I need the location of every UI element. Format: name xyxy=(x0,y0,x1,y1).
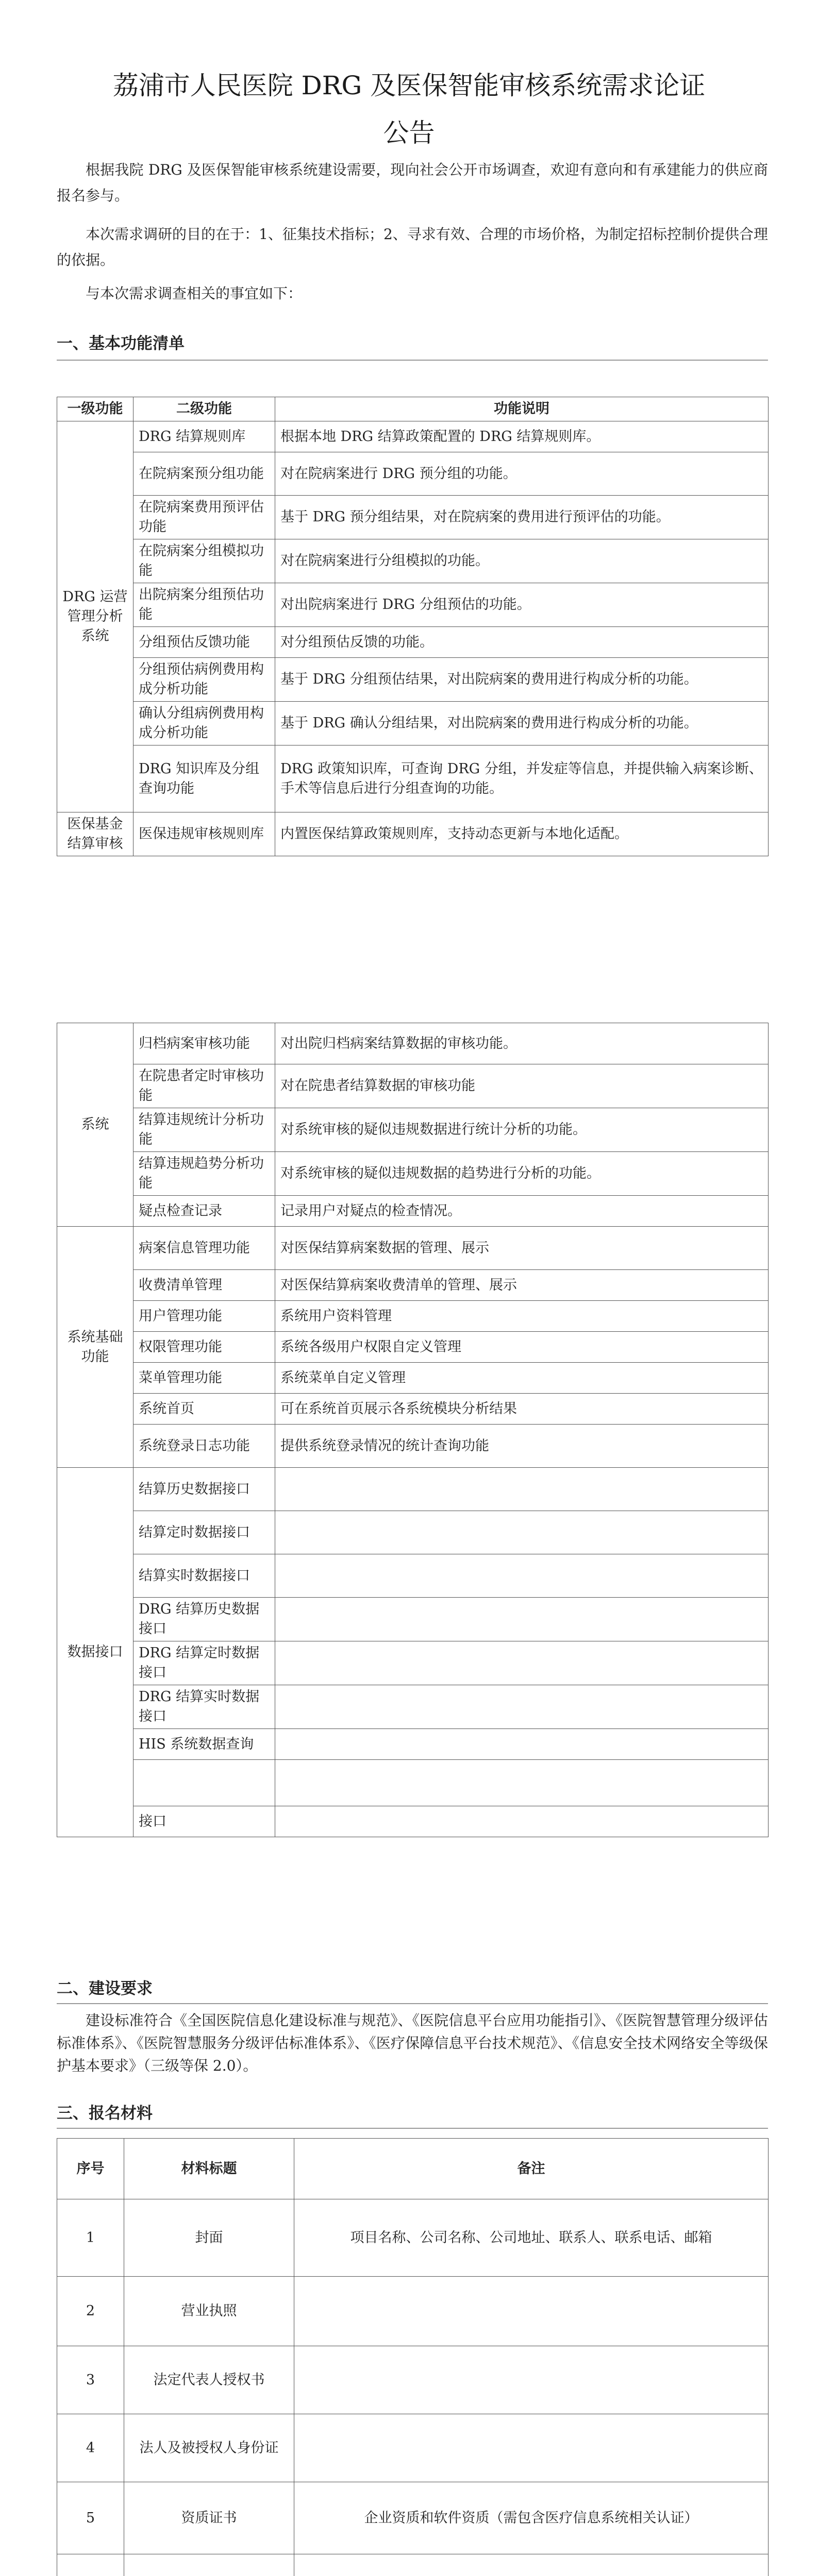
function-name-cell: 在院病案费用预评估功能 xyxy=(133,496,275,539)
title-line-1: 荔浦市人民医院 DRG 及医保智能审核系统需求论证 xyxy=(112,71,706,100)
material-title-cell: 法定代表人授权书 xyxy=(124,2346,294,2414)
material-no-cell: 4 xyxy=(57,2414,124,2482)
table-row xyxy=(57,1332,769,1363)
material-title-cell: 资质证书 xyxy=(124,2482,294,2554)
function-name-cell: HIS 系统数据查询 xyxy=(133,1729,275,1760)
function-desc-cell: 对医保结算病案数据的管理、展示 xyxy=(275,1227,769,1270)
group-name-cell: 系统 xyxy=(57,1023,133,1227)
intro-paragraph-3: 与本次需求调查相关的事宜如下： xyxy=(86,285,303,302)
function-name-cell: 在院病案分组模拟功能 xyxy=(133,539,275,583)
col-header-remark: 备注 xyxy=(294,2139,769,2199)
function-desc-cell xyxy=(275,1685,769,1729)
table-row xyxy=(57,1301,769,1332)
section-1-divider xyxy=(57,360,768,361)
material-remark-cell xyxy=(294,2277,769,2346)
table-row xyxy=(57,496,769,539)
material-remark-cell: 企业资质和软件资质（需包含医疗信息系统相关认证） xyxy=(294,2482,769,2554)
material-no-cell: 3 xyxy=(57,2346,124,2414)
function-desc-cell xyxy=(275,1729,769,1760)
table-row xyxy=(57,702,769,745)
function-desc-cell: 基于 DRG 分组预估结果，对出院病案的费用进行构成分析的功能。 xyxy=(275,658,769,702)
table-row xyxy=(57,1023,769,1064)
table-header-row xyxy=(57,2139,769,2199)
table-row xyxy=(57,2554,769,2576)
function-desc-cell: 基于 DRG 确认分组结果，对出院病案的费用进行构成分析的功能。 xyxy=(275,702,769,745)
page-title xyxy=(103,62,715,157)
material-title-cell: 营业执照 xyxy=(124,2277,294,2346)
table-row xyxy=(57,1806,769,1837)
function-name-cell: DRG 结算规则库 xyxy=(133,421,275,452)
function-desc-cell: 对医保结算病案收费清单的管理、展示 xyxy=(275,1270,769,1301)
col-header-no: 序号 xyxy=(57,2139,124,2199)
title-line-2: 公告 xyxy=(383,118,435,148)
table-row xyxy=(57,421,769,452)
material-no-cell: 5 xyxy=(57,2482,124,2554)
function-name-cell: DRG 结算历史数据接口 xyxy=(133,1598,275,1641)
function-name-cell xyxy=(133,1760,275,1806)
table-row xyxy=(57,1729,769,1760)
function-name-cell: 系统首页 xyxy=(133,1394,275,1425)
function-desc-cell: 内置医保结算政策规则库，支持动态更新与本地化适配。 xyxy=(275,812,769,856)
function-desc-cell xyxy=(275,1554,769,1598)
material-title-cell: 封面 xyxy=(124,2199,294,2277)
function-desc-cell xyxy=(275,1760,769,1806)
col-header-desc: 功能说明 xyxy=(275,397,769,421)
table-row xyxy=(57,745,769,812)
intro-paragraph-1: 根据我院 DRG 及医保智能审核系统建设需要，现向社会公开市场调查，欢迎有意向和有承建能力的供应商报名参与。 xyxy=(57,161,768,204)
table-row xyxy=(57,583,769,627)
table-row xyxy=(57,452,769,496)
materials-table xyxy=(57,2138,769,2576)
function-desc-cell: 系统菜单自定义管理 xyxy=(275,1363,769,1394)
function-name-cell: 分组预估反馈功能 xyxy=(133,627,275,658)
function-desc-cell: 对在院病案进行分组模拟的功能。 xyxy=(275,539,769,583)
table-row xyxy=(57,1064,769,1108)
function-name-cell: 疑点检查记录 xyxy=(133,1196,275,1227)
material-remark-cell xyxy=(294,2346,769,2414)
table-row xyxy=(57,1108,769,1152)
material-no-cell xyxy=(57,2554,124,2576)
group-name-cell: 系统基础功能 xyxy=(57,1227,133,1468)
function-desc-cell: 提供系统登录情况的统计查询功能 xyxy=(275,1425,769,1468)
function-name-cell: 结算定时数据接口 xyxy=(133,1511,275,1554)
function-desc-cell: 对出院病案进行 DRG 分组预估的功能。 xyxy=(275,583,769,627)
table-row xyxy=(57,812,769,856)
section-2-heading: 二、建设要求 xyxy=(57,1979,153,1998)
col-header-level1: 一级功能 xyxy=(57,397,133,421)
table-row xyxy=(57,1363,769,1394)
section-3-divider xyxy=(57,2128,768,2129)
material-title-cell: 法人及被授权人身份证 xyxy=(124,2414,294,2482)
group-name-cell: 医保基金结算审核 xyxy=(57,812,133,856)
function-name-cell: 病案信息管理功能 xyxy=(133,1227,275,1270)
function-desc-cell: 对分组预估反馈的功能。 xyxy=(275,627,769,658)
function-desc-cell xyxy=(275,1806,769,1837)
function-desc-cell: 对系统审核的疑似违规数据进行统计分析的功能。 xyxy=(275,1108,769,1152)
table-row xyxy=(57,1598,769,1641)
function-name-cell: 出院病案分组预估功能 xyxy=(133,583,275,627)
table-row xyxy=(57,1554,769,1598)
table-row xyxy=(57,2414,769,2482)
table-row xyxy=(57,1227,769,1270)
function-desc-cell: DRG 政策知识库，可查询 DRG 分组，并发症等信息，并提供输入病案诊断、手术等信息后进行分组查询的功能。 xyxy=(275,745,769,812)
col-header-level2: 二级功能 xyxy=(133,397,275,421)
table-row xyxy=(57,658,769,702)
table-row xyxy=(57,1152,769,1196)
function-desc-cell: 系统用户资料管理 xyxy=(275,1301,769,1332)
table-row xyxy=(57,1270,769,1301)
function-desc-cell xyxy=(275,1641,769,1685)
material-title-cell xyxy=(124,2554,294,2576)
function-desc-cell: 根据本地 DRG 结算政策配置的 DRG 结算规则库。 xyxy=(275,421,769,452)
table-row xyxy=(57,1394,769,1425)
function-name-cell: 系统登录日志功能 xyxy=(133,1425,275,1468)
function-desc-cell: 对在院病案进行 DRG 预分组的功能。 xyxy=(275,452,769,496)
function-name-cell: 确认分组病例费用构成分析功能 xyxy=(133,702,275,745)
function-desc-cell: 可在系统首页展示各系统模块分析结果 xyxy=(275,1394,769,1425)
function-name-cell: 用户管理功能 xyxy=(133,1301,275,1332)
table-header-row xyxy=(57,397,769,421)
function-name-cell: 菜单管理功能 xyxy=(133,1363,275,1394)
function-name-cell: 收费清单管理 xyxy=(133,1270,275,1301)
function-name-cell: 接口 xyxy=(133,1806,275,1837)
function-desc-cell: 对在院患者结算数据的审核功能 xyxy=(275,1064,769,1108)
group-name-cell: DRG 运营管理分析系统 xyxy=(57,421,133,812)
function-desc-cell: 基于 DRG 预分组结果，对在院病案的费用进行预评估的功能。 xyxy=(275,496,769,539)
function-desc-cell xyxy=(275,1468,769,1511)
material-no-cell: 2 xyxy=(57,2277,124,2346)
function-name-cell: DRG 知识库及分组查询功能 xyxy=(133,745,275,812)
function-desc-cell xyxy=(275,1511,769,1554)
material-remark-cell: 项目名称、公司名称、公司地址、联系人、联系电话、邮箱 xyxy=(294,2199,769,2277)
section-1-heading: 一、基本功能清单 xyxy=(57,334,185,353)
function-name-cell: 结算违规统计分析功能 xyxy=(133,1108,275,1152)
table-row xyxy=(57,539,769,583)
function-table-1 xyxy=(57,397,769,856)
function-name-cell: 在院患者定时审核功能 xyxy=(133,1064,275,1108)
table-row xyxy=(57,1196,769,1227)
function-name-cell: 分组预估病例费用构成分析功能 xyxy=(133,658,275,702)
function-table-2 xyxy=(57,1023,769,1837)
function-name-cell: DRG 结算定时数据接口 xyxy=(133,1641,275,1685)
function-desc-cell: 系统各级用户权限自定义管理 xyxy=(275,1332,769,1363)
table-row xyxy=(57,1425,769,1468)
function-desc-cell: 对出院归档病案结算数据的审核功能。 xyxy=(275,1023,769,1064)
function-desc-cell xyxy=(275,1598,769,1641)
col-header-title: 材料标题 xyxy=(124,2139,294,2199)
intro-paragraph-2: 本次需求调研的目的在于：1、征集技术指标；2、寻求有效、合理的市场价格，为制定招标控制价提供合理的依据。 xyxy=(57,226,768,268)
table-row xyxy=(57,1511,769,1554)
table-row xyxy=(57,1641,769,1685)
table-row xyxy=(57,1685,769,1729)
function-name-cell: 归档病案审核功能 xyxy=(133,1023,275,1064)
section-2-divider xyxy=(57,2003,768,2004)
material-remark-cell xyxy=(294,2554,769,2576)
function-name-cell: 结算历史数据接口 xyxy=(133,1468,275,1511)
function-name-cell: 结算实时数据接口 xyxy=(133,1554,275,1598)
function-name-cell: DRG 结算实时数据接口 xyxy=(133,1685,275,1729)
table-row xyxy=(57,2199,769,2277)
group-name-cell: 数据接口 xyxy=(57,1468,133,1837)
material-no-cell: 1 xyxy=(57,2199,124,2277)
function-name-cell: 在院病案预分组功能 xyxy=(133,452,275,496)
function-name-cell: 权限管理功能 xyxy=(133,1332,275,1363)
function-name-cell: 医保违规审核规则库 xyxy=(133,812,275,856)
section-3-heading: 三、报名材料 xyxy=(57,2104,153,2123)
function-desc-cell: 对系统审核的疑似违规数据的趋势进行分析的功能。 xyxy=(275,1152,769,1196)
table-row xyxy=(57,2346,769,2414)
table-row xyxy=(57,2277,769,2346)
table-row xyxy=(57,1760,769,1806)
table-row xyxy=(57,627,769,658)
function-desc-cell: 记录用户对疑点的检查情况。 xyxy=(275,1196,769,1227)
table-row xyxy=(57,1468,769,1511)
section-2-text: 建设标准符合《全国医院信息化建设标准与规范》、《医院信息平台应用功能指引》、《医院智慧管理分级评估标准体系》、《医院智慧服务分级评估标准体系》、《医疗保障信息平台技术规范》、《信息安全技术网络安全等级保护基本要求》（三级等保 2.0）。 xyxy=(57,2012,768,2074)
function-name-cell: 结算违规趋势分析功能 xyxy=(133,1152,275,1196)
material-remark-cell xyxy=(294,2414,769,2482)
table-row xyxy=(57,2482,769,2554)
